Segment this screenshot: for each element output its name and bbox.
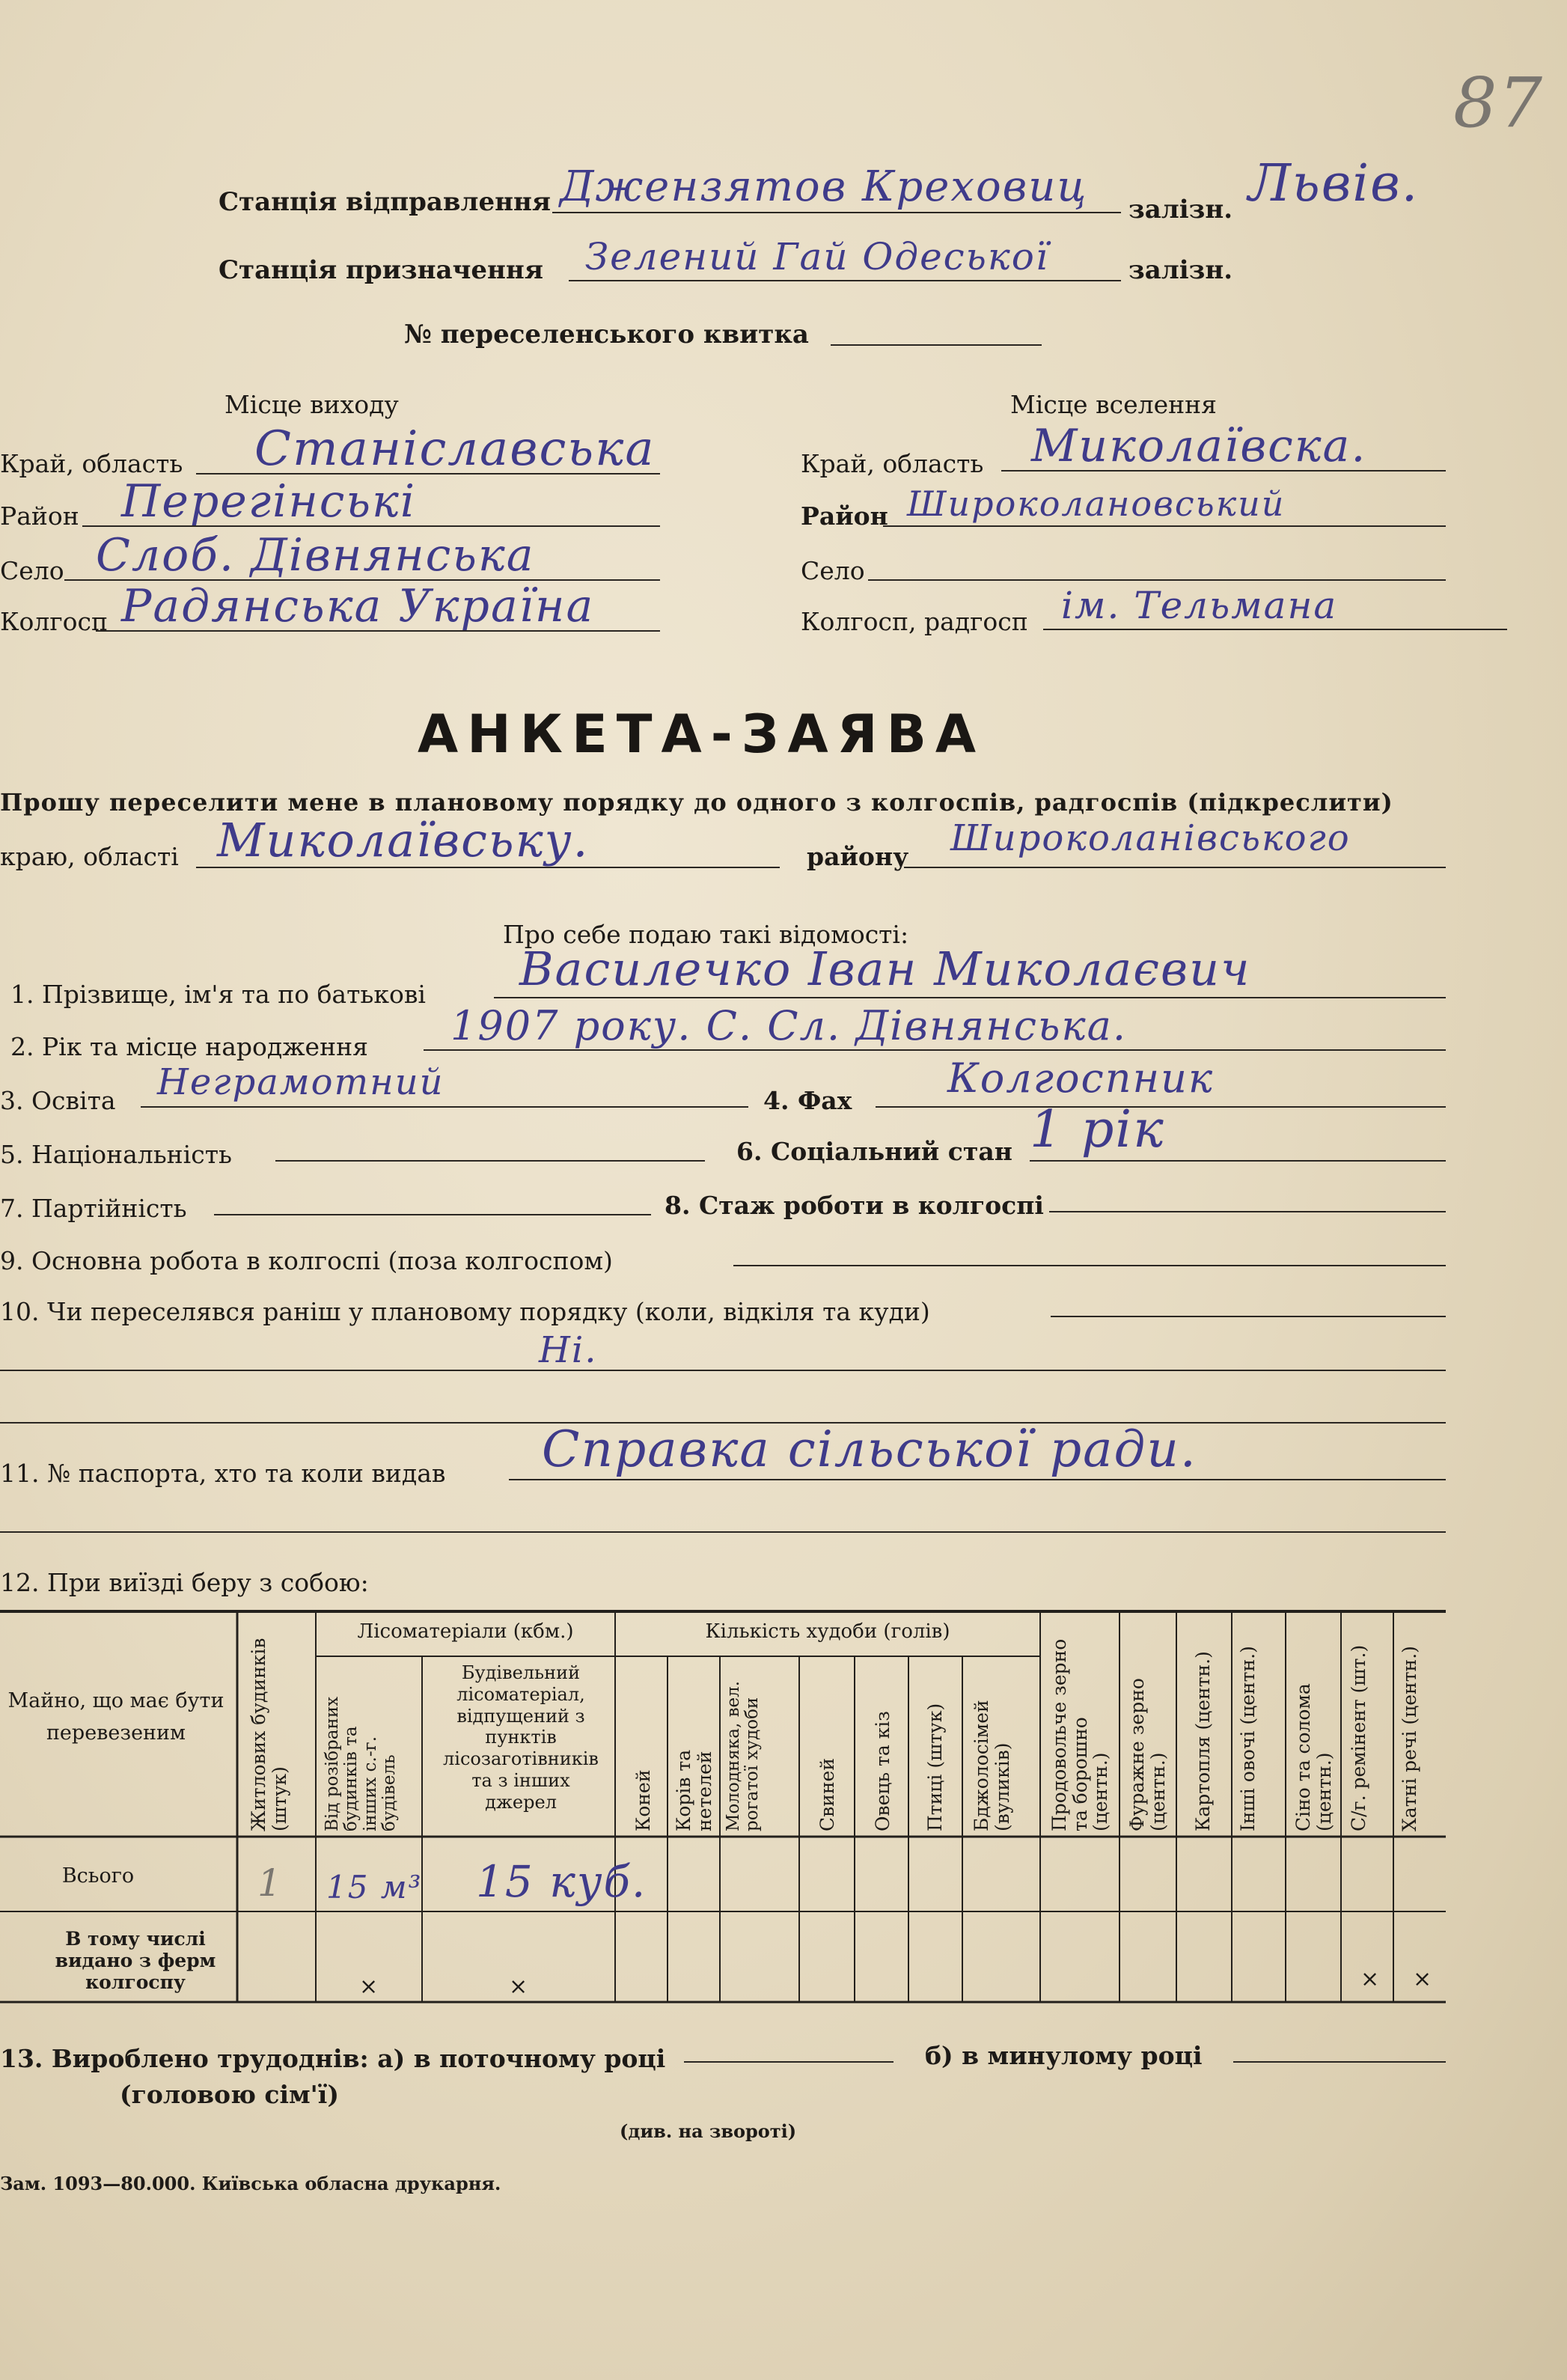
q6-value: 1 рік bbox=[1030, 1100, 1165, 1159]
col-hay-header: Сіно та солома (центн.) bbox=[1292, 1683, 1335, 1831]
origin-district-value: Перегінські bbox=[121, 475, 417, 528]
col-horses-header: Коней bbox=[632, 1769, 654, 1831]
form-title: АНКЕТА-ЗАЯВА bbox=[418, 704, 986, 765]
q10-line-1 bbox=[1051, 1316, 1446, 1317]
destination-village-label: Село bbox=[801, 556, 865, 585]
q1-line bbox=[494, 997, 1446, 998]
q4-value: Колгоспник bbox=[947, 1055, 1215, 1102]
station-destination-value: Зелений Гай Одеської bbox=[585, 235, 1049, 278]
row-total-label: Всього bbox=[61, 1864, 135, 1888]
col-cows-header: Корів та нетелей bbox=[673, 1749, 715, 1831]
q3-value: Неграмотний bbox=[157, 1061, 445, 1103]
q13-line-a bbox=[684, 2061, 894, 2063]
q10-value: Ні. bbox=[539, 1329, 598, 1371]
total-dwellings-value: 1 bbox=[257, 1861, 283, 1905]
q6-label: 6. Соціальний стан bbox=[736, 1137, 1012, 1166]
col-bees-header: Бджолосімей (вуликів) bbox=[971, 1700, 1013, 1831]
group-livestock-header: Кількість худоби (голів) bbox=[705, 1620, 950, 1643]
q10-line-2 bbox=[0, 1370, 1446, 1371]
row-farms-label: В тому числі видано з ферм колгоспу bbox=[55, 1928, 216, 1993]
printer-note: Зам. 1093—80.000. Київська обласна друкарня. bbox=[0, 2173, 501, 2194]
origin-region-value: Станіславська bbox=[254, 421, 656, 477]
q7-label: 7. Партійність bbox=[0, 1194, 187, 1223]
q11-value: Справка сільської ради. bbox=[542, 1421, 1197, 1478]
q8-label: 8. Стаж роботи в колгоспі bbox=[665, 1191, 1044, 1220]
station-destination-label: Станція призначення bbox=[219, 255, 543, 285]
col-sheep-header: Овець та кіз bbox=[872, 1711, 894, 1831]
page-number: 87 bbox=[1453, 63, 1545, 143]
cross-mark: × bbox=[1360, 1966, 1380, 1992]
form-region-value: Миколаївську. bbox=[217, 813, 590, 867]
q2-label: 2. Рік та місце народження bbox=[10, 1032, 368, 1061]
form-district-line bbox=[904, 867, 1446, 868]
form-region-label: краю, області bbox=[0, 842, 179, 871]
q6-line bbox=[1030, 1160, 1446, 1162]
q5-label: 5. Національність bbox=[0, 1140, 232, 1169]
col-poultry-header: Птиці (штук) bbox=[924, 1703, 946, 1831]
q4-label: 4. Фах bbox=[763, 1086, 852, 1115]
destination-region-label: Край, область bbox=[801, 449, 984, 478]
form-region-line bbox=[196, 867, 780, 868]
col-tools-header: С/г. ремінент (шт.) bbox=[1348, 1644, 1369, 1831]
origin-region-line bbox=[196, 473, 660, 475]
destination-kolkhoz-value: ім. Тельмана bbox=[1061, 584, 1338, 627]
col-timber-dismantled-header: Від розібраних будинків та інших с.-г. будівель bbox=[323, 1696, 399, 1831]
origin-village-value: Слоб. Дівнянська bbox=[96, 529, 535, 582]
q2-line bbox=[424, 1049, 1446, 1051]
origin-village-label: Село bbox=[0, 556, 64, 585]
station-departure-label: Станція відправлення bbox=[219, 187, 552, 217]
railway-label-2: залізн. bbox=[1128, 255, 1233, 285]
q12-label: 12. При виїзді беру з собою: bbox=[0, 1568, 369, 1597]
q13-label: 13. Вироблено трудоднів: а) в поточному році bbox=[0, 2044, 666, 2073]
q10-label: 10. Чи переселявся раніш у плановому порядку (коли, відкіля та куди) bbox=[0, 1297, 930, 1326]
q9-label: 9. Основна робота в колгоспі (поза колгоспом) bbox=[0, 1246, 613, 1275]
station-departure-line bbox=[552, 212, 1121, 213]
origin-kolkhoz-value: Радянська Україна bbox=[121, 580, 595, 632]
col-potatoes-header: Картопля (центн.) bbox=[1192, 1651, 1214, 1831]
q3-line bbox=[141, 1106, 748, 1108]
see-reverse: (див. на звороті) bbox=[620, 2120, 797, 2142]
ticket-label: № переселенського квитка bbox=[404, 320, 809, 350]
q2-value: 1907 року. С. Сл. Дівнянська. bbox=[450, 1002, 1127, 1049]
railway-value-1: Львів. bbox=[1248, 154, 1420, 213]
request-line: Прошу переселити мене в плановому порядку до одного з колгоспів, радгоспів (підкреслити) bbox=[0, 788, 1393, 817]
cross-mark: × bbox=[359, 1974, 379, 2000]
destination-district-line bbox=[883, 525, 1446, 527]
destination-region-line bbox=[1001, 470, 1446, 472]
col-timber-building-header: Будівельний лісоматеріал, відпущений з пунктів лісозаготівників та з інших джерел bbox=[443, 1662, 599, 1813]
origin-district-label: Район bbox=[0, 501, 79, 531]
form-intro: Про себе подаю такі відомості: bbox=[503, 920, 909, 949]
group-timber-header: Лісоматеріали (кбм.) bbox=[357, 1620, 574, 1643]
q5-line bbox=[275, 1160, 705, 1162]
q9-line bbox=[733, 1265, 1446, 1266]
destination-heading: Місце вселення bbox=[1010, 390, 1217, 419]
destination-kolkhoz-line bbox=[1043, 629, 1507, 630]
q11-line-2 bbox=[0, 1531, 1446, 1533]
origin-heading: Місце виходу bbox=[224, 390, 399, 419]
q1-label: 1. Прізвище, ім'я та по батькові bbox=[10, 980, 426, 1009]
railway-label-1: залізн. bbox=[1128, 195, 1233, 225]
destination-district-value: Широколановський bbox=[907, 483, 1286, 524]
destination-kolkhoz-label: Колгосп, радгосп bbox=[801, 607, 1028, 636]
origin-region-label: Край, область bbox=[0, 449, 183, 478]
col-young-header: Молодняка, вел. рогатої худоби bbox=[724, 1680, 763, 1831]
cross-mark: × bbox=[509, 1974, 528, 2000]
destination-district-label: Район bbox=[801, 501, 888, 531]
q7-line bbox=[214, 1214, 651, 1215]
q11-line-1 bbox=[509, 1479, 1446, 1480]
form-district-value: Широколанівського bbox=[950, 817, 1351, 859]
origin-district-line bbox=[82, 525, 660, 527]
col-property-header: Майно, що має бути перевезеним bbox=[7, 1689, 224, 1745]
col-grain-food-header: Продовольче зерно та борошно (центн.) bbox=[1048, 1638, 1111, 1831]
station-departure-value: Джензятов Креховиц bbox=[560, 162, 1088, 211]
q3-label: 3. Освіта bbox=[0, 1086, 116, 1115]
ticket-line bbox=[831, 344, 1042, 346]
col-dwellings-header: Житлових будинків (штук) bbox=[248, 1638, 290, 1831]
col-household-header: Хатні речі (центн.) bbox=[1399, 1646, 1420, 1831]
origin-kolkhoz-line bbox=[96, 630, 660, 632]
col-grain-feed-header: Фуражне зерно (центн.) bbox=[1126, 1678, 1169, 1831]
q13-line-b bbox=[1233, 2061, 1446, 2063]
q13-b-label: б) в минулому році bbox=[925, 2041, 1203, 2070]
q13-sub: (головою сім'ї) bbox=[120, 2080, 339, 2109]
q8-line bbox=[1049, 1211, 1446, 1212]
q11-label: 11. № паспорта, хто та коли видав bbox=[0, 1459, 446, 1488]
cross-mark: × bbox=[1413, 1966, 1432, 1992]
q1-value: Василечко Іван Миколаєвич bbox=[519, 942, 1251, 996]
station-destination-line bbox=[569, 280, 1121, 281]
col-vegetables-header: Інші овочі (центн.) bbox=[1237, 1646, 1259, 1831]
total-timber-building-value: 15 куб. bbox=[476, 1856, 647, 1907]
origin-kolkhoz-label: Колгосп bbox=[0, 607, 109, 636]
col-pigs-header: Свиней bbox=[816, 1758, 838, 1831]
destination-region-value: Миколаївска. bbox=[1031, 420, 1367, 472]
destination-village-line bbox=[868, 579, 1446, 581]
form-district-label: району bbox=[807, 842, 909, 871]
total-timber-dismantled-value: 15 м³ bbox=[326, 1869, 423, 1905]
